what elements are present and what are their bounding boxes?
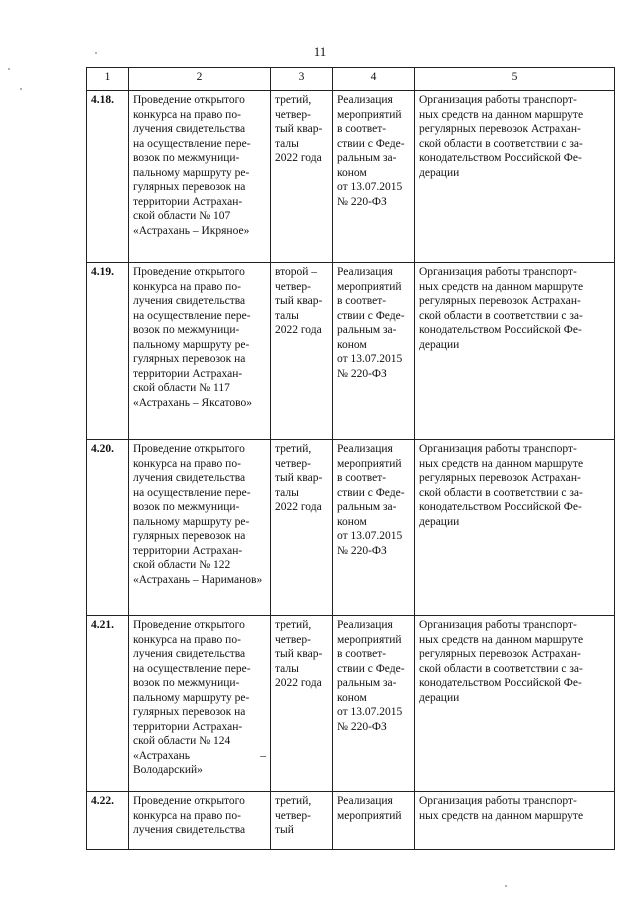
header-row [87,68,615,91]
event-description [129,91,271,263]
basis-text: Реализация мероприятий в соответ- ствии с Феде- ральным за- коном от 13.07.2015 № 220-ФЗ [337,266,405,380]
event-text: Проведение открытого конкурса на право по- лучения свидетельства на осуществление пере- возок по межмуници- пальному маршруту ре- гулярных перевозок на территории Астрахан- ской области № 107 «Астрахань – Икряное» [133,94,251,237]
row-number: 4.22. [87,792,129,850]
column-header-4: 4 [333,68,415,91]
execution-term [271,440,333,616]
result-text: Организация работы транспорт- ных средств на данном маршруте регулярных перевозок Астрахан- ской области в соответствии с за- конодательством Российской Фе- дерации [419,94,584,179]
expected-result [415,440,615,616]
legal-basis [333,91,415,263]
legal-basis [333,792,415,850]
basis-text: Реализация мероприятий в соответ- ствии с Феде- ральным за- коном от 13.07.2015 № 220-ФЗ [337,619,405,733]
event-description [129,792,271,850]
row-number: 4.20. [87,440,129,616]
scan-speck [505,885,507,887]
table-body [87,91,615,850]
table-header [87,68,615,91]
scan-speck [8,68,10,70]
column-header-1: 1 [87,68,129,91]
basis-text: Реализация мероприятий [337,795,402,822]
execution-term [271,616,333,792]
column-header-5: 5 [415,68,615,91]
table-row [87,91,615,263]
execution-term [271,792,333,850]
event-text: Проведение открытого конкурса на право по- лучения свидетельства на осуществление пере- возок по межмуници- пальному маршруту ре- гулярных перевозок на территории Астрахан- ской области № 124 «Астрахань – Володарский» [133,619,266,776]
column-header-2: 2 [129,68,271,91]
execution-term [271,263,333,440]
expected-result [415,616,615,792]
event-text: Проведение открытого конкурса на право по- лучения свидетельства на осуществление пере- возок по межмуници- пальному маршруту ре- гулярных перевозок на территории Астрахан- ской области № 117 «Астрахань – Яксатово» [133,266,252,409]
result-text: Организация работы транспорт- ных средств на данном маршруте [419,795,584,822]
result-text: Организация работы транспорт- ных средств на данном маршруте регулярных перевозок Астрахан- ской области в соответствии с за- конодательством Российской Фе- дерации [419,266,584,351]
execution-term [271,91,333,263]
event-description [129,263,271,440]
term-text: третий, четвер- тый квар- талы 2022 года [275,443,323,513]
measures-table [86,67,615,850]
table-row [87,440,615,616]
page-number: 11 [313,44,327,59]
row-number: 4.21. [87,616,129,792]
table-row [87,616,615,792]
scan-speck [95,52,97,54]
scan-speck [20,88,22,90]
event-description [129,440,271,616]
event-text: Проведение открытого конкурса на право по- лучения свидетельства на осуществление пере- возок по межмуници- пальному маршруту ре- гулярных перевозок на территории Астрахан- ской области № 122 «Астрахань – Нариманов» [133,443,263,586]
term-text: третий, четвер- тый [275,795,312,836]
term-text: третий, четвер- тый квар- талы 2022 года [275,619,323,689]
table-row [87,792,615,850]
term-text: второй – четвер- тый квар- талы 2022 года [275,266,323,336]
expected-result [415,263,615,440]
legal-basis [333,263,415,440]
expected-result [415,792,615,850]
legal-basis [333,440,415,616]
result-text: Организация работы транспорт- ных средств на данном маршруте регулярных перевозок Астрахан- ской области в соответствии с за- конодательством Российской Фе- дерации [419,619,584,704]
event-text: Проведение открытого конкурса на право по- лучения свидетельства [133,795,246,836]
row-number: 4.19. [87,263,129,440]
term-text: третий, четвер- тый квар- талы 2022 года [275,94,323,164]
expected-result [415,91,615,263]
basis-text: Реализация мероприятий в соответ- ствии с Феде- ральным за- коном от 13.07.2015 № 220-ФЗ [337,443,405,557]
legal-basis [333,616,415,792]
basis-text: Реализация мероприятий в соответ- ствии с Феде- ральным за- коном от 13.07.2015 № 220-ФЗ [337,94,405,208]
table-row [87,263,615,440]
row-number: 4.18. [87,91,129,263]
result-text: Организация работы транспорт- ных средств на данном маршруте регулярных перевозок Астрахан- ской области в соответствии с за- конодательством Российской Фе- дерации [419,443,584,528]
column-header-3: 3 [271,68,333,91]
event-description [129,616,271,792]
